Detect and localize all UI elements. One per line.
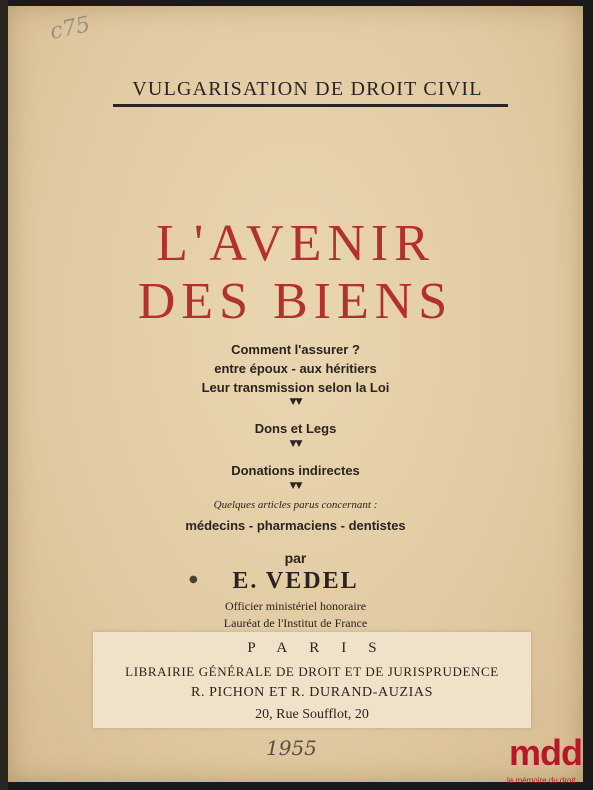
subtitle-line-2: entre époux - aux héritiers [214,361,377,376]
publisher-address: 20, Rue Soufflot, 20 [255,707,369,722]
ornament-3: ▼▼ [289,481,302,491]
author-role-2: Lauréat de l'Institut de France [223,616,368,630]
book-cover [8,6,583,782]
publisher-city: PARIS [247,640,399,656]
mdd-logo [509,732,593,790]
subtitle-line-1: Comment l'assurer ? [231,342,360,357]
logo-mark: mdd [509,732,582,773]
logo-tagline: la mémoire du droit [507,776,576,785]
book-spine-edge [0,0,8,790]
publisher-owners: R. PICHON ET R. DURAND-AUZIAS [191,685,433,700]
year-annotation: 1955 [266,736,317,760]
author-role-1: Officier ministériel honoraire [224,599,367,613]
section-donations: Donations indirectes [231,463,360,478]
book-title-line-1: L'AVENIR [156,215,435,272]
section-dons-legs: Dons et Legs [254,421,337,436]
articles-note: Quelques articles parus concernant : [213,499,378,511]
pencil-annotation: c75 [47,12,93,45]
ornament-1: ▼▼ [289,397,302,407]
series-title: VULGARISATION DE DROIT CIVIL [132,78,483,100]
ornament-2: ▼▼ [289,439,302,449]
series-underline [113,104,508,107]
author-name: E. VEDEL [232,568,359,594]
publisher-label [93,632,531,728]
par-label: par [284,550,307,566]
decorative-dot: ● [189,574,198,585]
professions-line: médecins - pharmaciens - dentistes [185,518,406,533]
publisher-name: LIBRAIRIE GÉNÉRALE DE DROIT ET DE JURISPRUDENCE [125,664,499,679]
subtitle-line-3: Leur transmission selon la Loi [201,380,390,395]
book-title-line-2: DES BIENS [137,273,454,330]
